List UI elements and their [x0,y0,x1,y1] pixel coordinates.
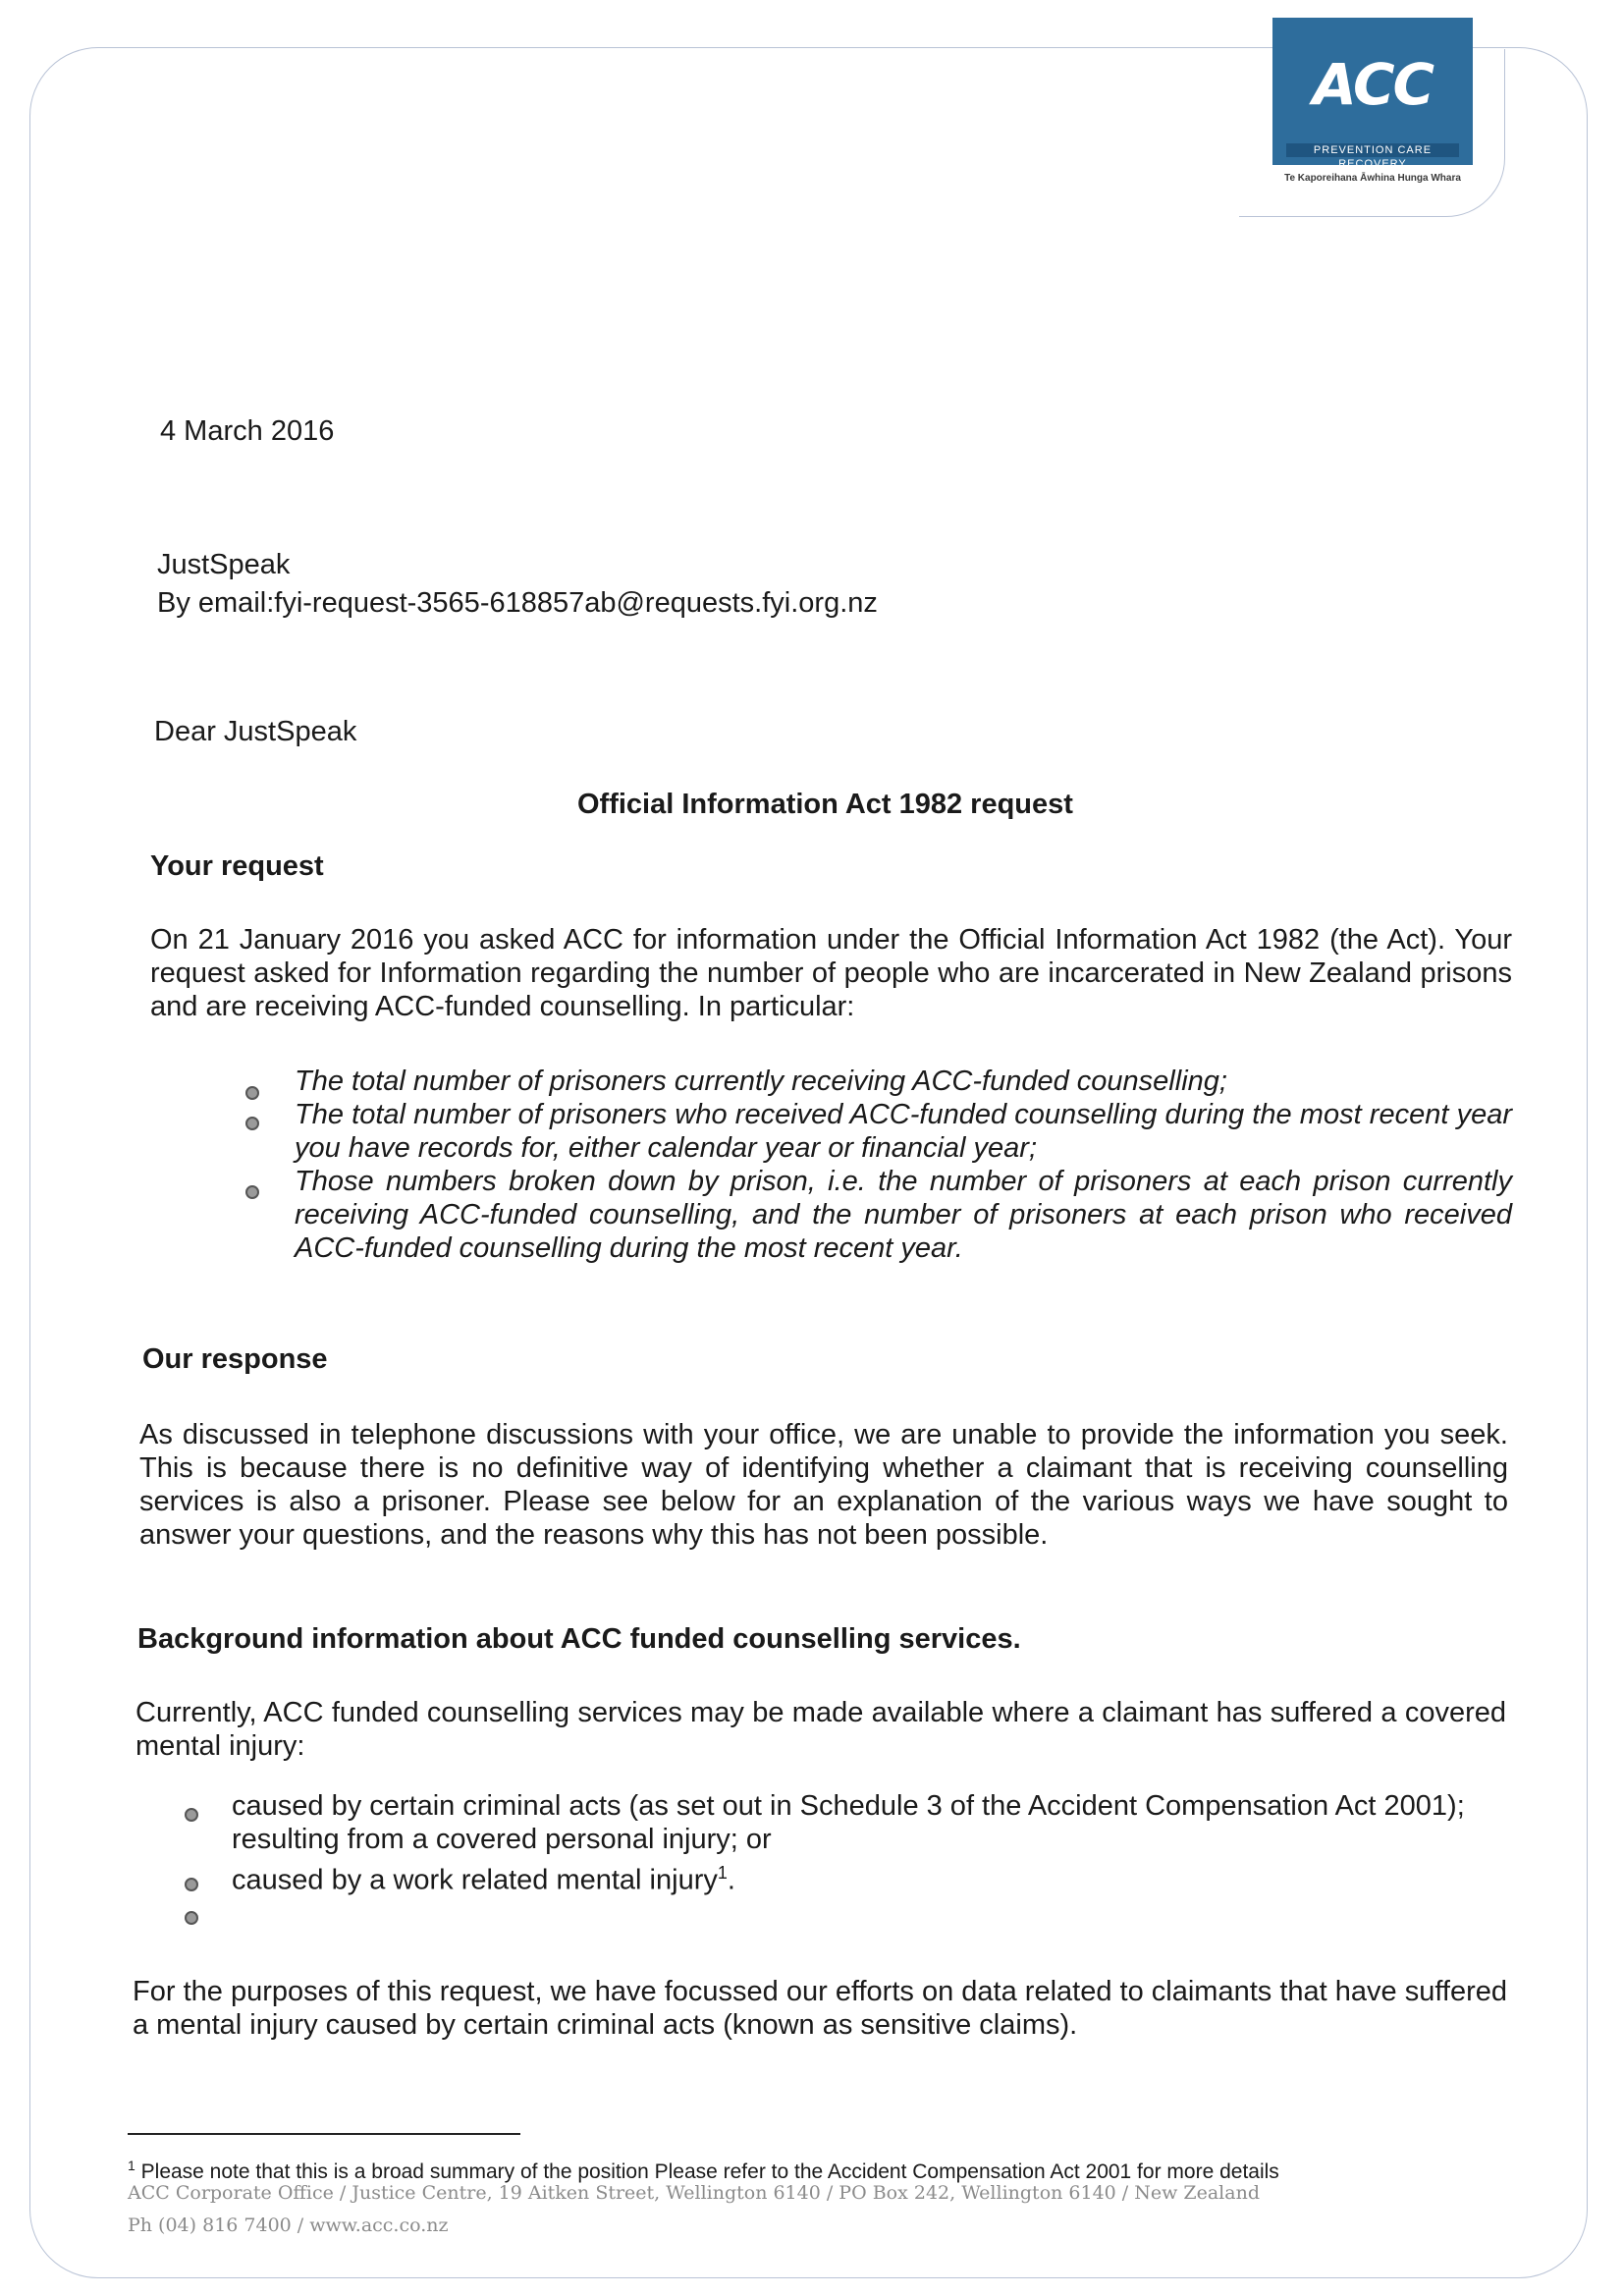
footnote [128,2154,1279,2184]
background-intro: Currently, ACC funded counselling services may be made available where a claimant has suffered a covered mental injury: [135,1697,1506,1762]
list-item: caused by certain criminal acts (as set out in Schedule 3 of the Accident Compensation Act 2001); [232,1790,1465,1822]
acc-logo-mark: ACC [1312,51,1434,118]
background-heading: Background information about ACC funded counselling services. [137,1623,1021,1655]
our-response-heading: Our response [142,1343,328,1375]
list-item-end: . [727,1864,735,1896]
list-item: Those numbers broken down by prison, i.e. the number of prisoners at each prison currently receiving ACC-funded counselling, and the number of prisoners at each prison who received ACC-funded counselling during the most recent year. [295,1166,1512,1264]
recipient-email: By email:fyi-request-3565-618857ab@requests.fyi.org.nz [157,587,878,619]
bullet-dot [185,1878,198,1891]
list-item: The total number of prisoners who received ACC-funded counselling during the most recent year you have records for, either calendar year or financial year; [295,1099,1512,1164]
your-request-heading: Your request [150,850,324,882]
bullet-dot [185,1911,198,1925]
acc-logo-subtitle: Te Kaporeihana Āwhina Hunga Whara [1284,173,1461,184]
letter-date: 4 March 2016 [160,415,335,447]
request-bullet-list [295,1065,1512,1265]
letter-title: Official Information Act 1982 request [577,789,1073,820]
bullet-dot [185,1808,198,1822]
footer-address: ACC Corporate Office / Justice Centre, 19 Aitken Street, Wellington 6140 / PO Box 242, Wellington 6140 / New Zealand [128,2182,1260,2204]
salutation: Dear JustSpeak [154,716,357,747]
footnote-text: Please note that this is a broad summary of the position Please refer to the Accident Compensation Act 2001 for more details [140,2160,1279,2183]
recipient-name: JustSpeak [157,549,291,580]
acc-logo [1272,18,1473,170]
footnote-rule [128,2133,520,2135]
acc-logo-tagline: PREVENTION CARE RECOVERY [1286,143,1459,157]
list-item [232,1856,1508,1897]
bullet-dot [245,1185,259,1199]
your-request-intro: On 21 January 2016 you asked ACC for information under the Official Information Act 1982 (the Act). Your request asked for Information regarding the number of people who are incarcerated in New Zealand prisons and are receiving ACC-funded counselling. In particular: [150,924,1512,1022]
footnote-reference: 1 [717,1863,728,1883]
list-item: The total number of prisoners currently receiving ACC-funded counselling; [295,1066,1227,1097]
bullet-dot [245,1117,259,1130]
background-closing: For the purposes of this request, we have focussed our efforts on data related to claimants that have suffered a mental injury caused by certain criminal acts (known as sensitive claims). [133,1976,1507,2041]
footer-phone: Ph (04) 816 7400 / www.acc.co.nz [128,2214,449,2236]
bullet-dot [245,1086,259,1100]
our-response-body: As discussed in telephone discussions with your office, we are unable to provide the information you seek. This is because there is no definitive way of identifying whether a claimant that is receiving counselling services is also a prisoner. Please see below for an explanation of the various ways we have sought to answer your questions, and the reasons why this has not been possible. [139,1419,1508,1551]
footnote-number: 1 [128,2158,135,2173]
list-item: resulting from a covered personal injury; or [232,1824,772,1855]
background-bullet-list [232,1789,1508,1897]
list-item-text: caused by a work related mental injury [232,1864,718,1896]
